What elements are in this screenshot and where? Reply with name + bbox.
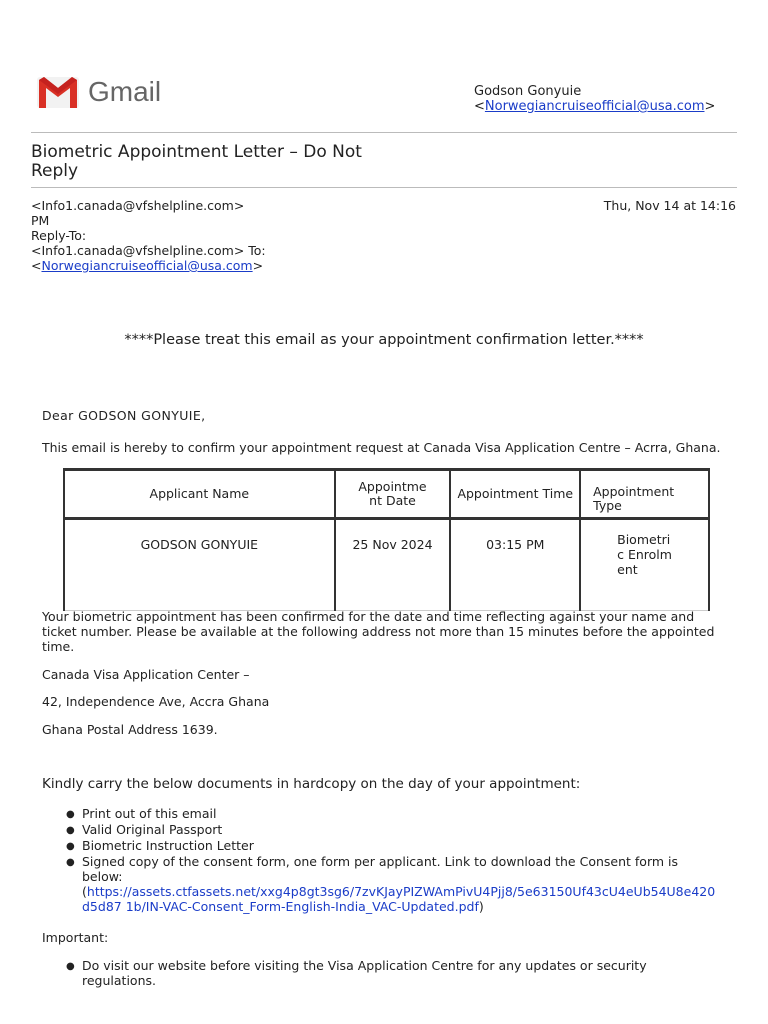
intro-paragraph: This email is hereby to confirm your appointment request at Canada Visa Application Centre – Acrra, Ghana.: [42, 440, 721, 455]
sender-email-line: <Norwegiancruiseofficial@usa.com>: [474, 99, 716, 114]
bullet-icon: ●: [66, 841, 75, 852]
header-divider: [31, 132, 737, 133]
greeting: Dear GODSON GONYUIE,: [42, 408, 206, 423]
bullet-icon: ●: [66, 961, 75, 972]
header-appointment-type: Appointment Type: [580, 470, 709, 519]
sender-name: Godson Gonyuie: [474, 84, 582, 99]
from-address: <Info1.canada@vfshelpline.com>: [31, 198, 245, 213]
documents-intro: Kindly carry the below documents in hardcopy on the day of your appointment:: [42, 776, 581, 792]
list-item: ● Signed copy of the consent form, one form per applicant. Link to download the Consent form is below: (https://assets.ctfassets.net/xxg4p8gt3sg6/7zvKJayPIZWAmPivU4Pjj8/5e63150Uf43cU4eUb54U8e420d5d87 1b/IN-VAC-Consent_Form-English-India_VAC-Updated.pdf): [66, 854, 716, 914]
reply-to-label: Reply-To:: [31, 228, 87, 243]
table-row: [64, 519, 709, 611]
list-item: ● Valid Original Passport: [66, 822, 223, 837]
header-appointment-time: Appointment Time: [450, 470, 580, 519]
confirmation-paragraph: Your biometric appointment has been confirmed for the date and time reflecting against your name and ticket number. Please be available at the following address not more than 15 minutes before the appointed time.: [42, 609, 715, 654]
bullet-icon: ●: [66, 809, 75, 820]
sender-email-link[interactable]: Norwegiancruiseofficial@usa.com: [484, 99, 705, 114]
important-heading: Important:: [42, 930, 109, 945]
address-line-2: 42, Independence Ave, Accra Ghana: [42, 694, 270, 709]
to-email-link[interactable]: Norwegiancruiseofficial@usa.com: [41, 258, 253, 273]
cell-appointment-type: Biometric Enrolment: [580, 519, 709, 611]
reply-to-address: <Info1.canada@vfshelpline.com> To:: [31, 243, 266, 258]
consent-form-link[interactable]: https://assets.ctfassets.net/xxg4p8gt3sg6/7zvKJayPIZWAmPivU4Pjj8/5e63150Uf43cU4eUb54U8e420d5d87 1b/IN-VAC-Consent_Form-English-India_VAC-Updated.pdf: [82, 884, 716, 914]
table-header-row: [64, 470, 709, 519]
gmail-logo: [36, 74, 166, 112]
subject-divider: [31, 187, 737, 188]
appointment-table: [63, 468, 710, 611]
to-line: <Norwegiancruiseofficial@usa.com>: [31, 258, 264, 273]
email-subject: Biometric Appointment Letter – Do Not Reply: [31, 142, 362, 181]
sender-block: [474, 84, 715, 114]
confirmation-notice: ****Please treat this email as your appointment confirmation letter.****: [124, 332, 644, 348]
from-tail: PM: [31, 213, 50, 228]
header-appointment-date: Appointment Date: [335, 470, 451, 519]
gmail-wordmark: Gmail: [88, 76, 162, 107]
cell-appointment-time: 03:15 PM: [450, 519, 580, 611]
email-meta: [31, 198, 301, 273]
list-item: ● Print out of this email: [66, 806, 217, 821]
bullet-icon: ●: [66, 825, 75, 836]
cell-applicant-name: GODSON GONYUIE: [64, 519, 335, 611]
gmail-envelope-icon: [36, 74, 80, 110]
list-item: ● Biometric Instruction Letter: [66, 838, 254, 853]
header-applicant-name: Applicant Name: [64, 470, 335, 519]
address-line-1: Canada Visa Application Center –: [42, 667, 250, 682]
cell-appointment-date: 25 Nov 2024: [335, 519, 451, 611]
email-date: Thu, Nov 14 at 14:16: [603, 198, 736, 213]
documents-list: [62, 806, 722, 915]
address-line-3: Ghana Postal Address 1639.: [42, 722, 218, 737]
bullet-icon: ●: [66, 857, 75, 868]
list-item: ● Do visit our website before visiting the Visa Application Centre for any updates or security regulations.: [66, 958, 647, 988]
important-list: [62, 958, 722, 989]
